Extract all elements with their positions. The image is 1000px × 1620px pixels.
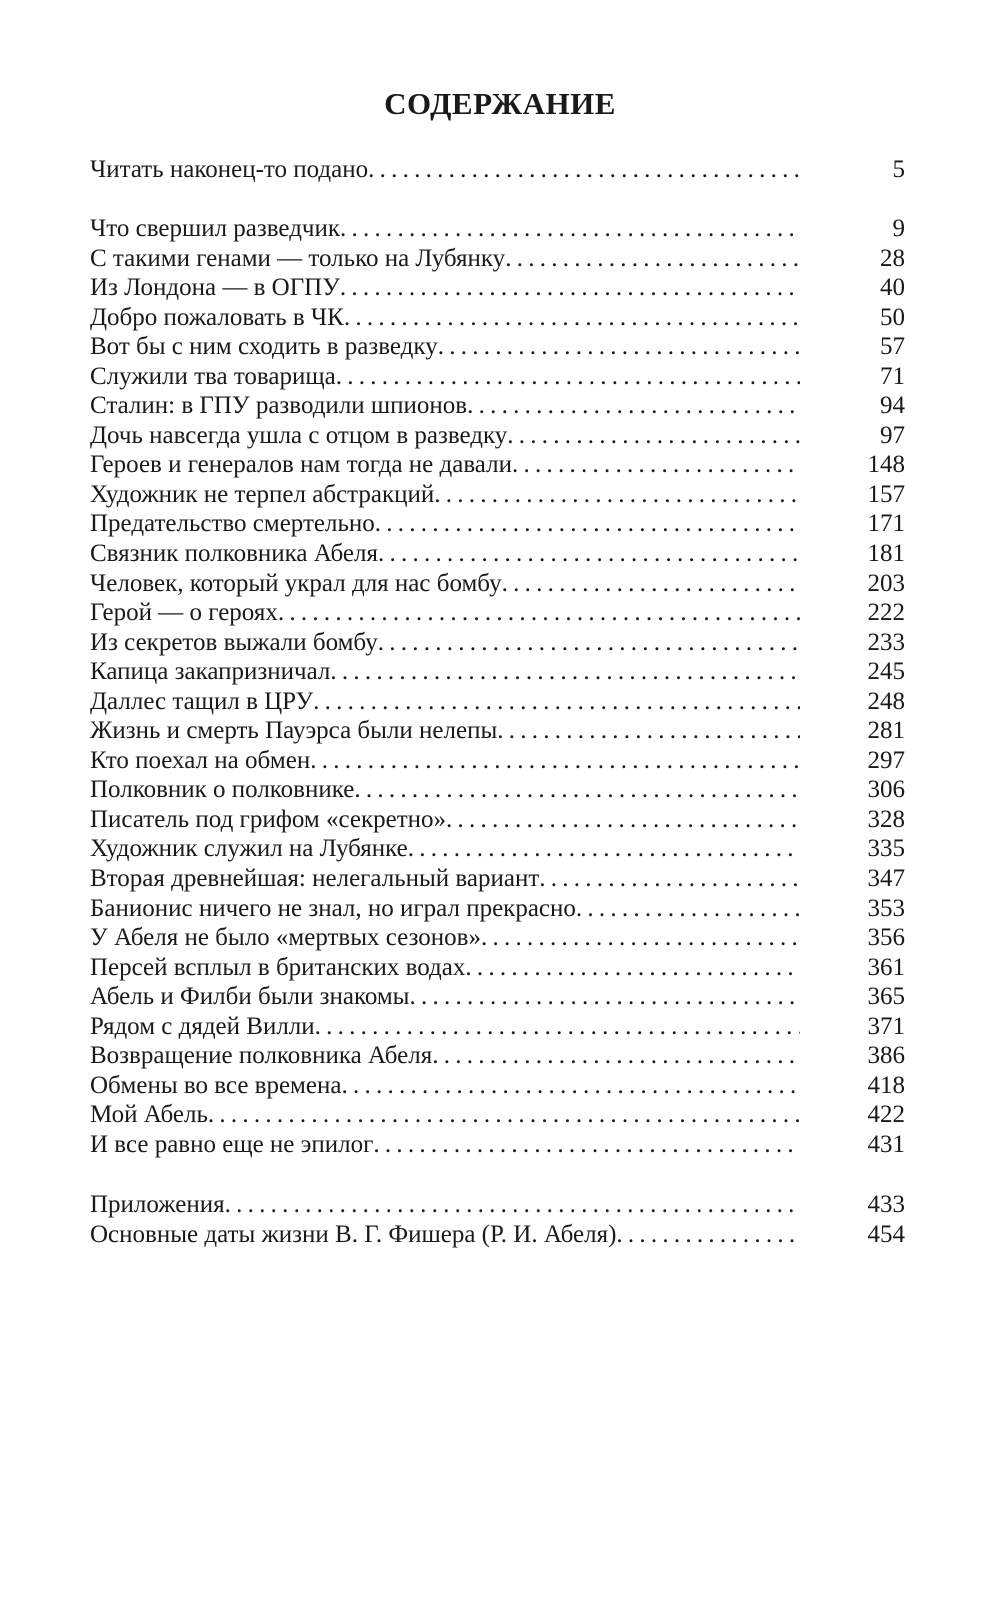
toc-entry-page: 181 [867,540,905,568]
toc-entry[interactable] [90,1220,905,1250]
toc-entry-title: Добро пожаловать в ЧК [90,303,344,331]
toc-entry[interactable] [90,628,905,658]
dot-leader [502,569,800,599]
toc-entry-page: 361 [867,953,905,981]
toc-entry-page: 248 [867,687,905,715]
toc-entry-title-wrap [90,982,800,1012]
toc-chapters [90,214,905,1160]
dot-leader [315,1012,800,1042]
toc-entry[interactable] [90,332,905,362]
dot-leader [344,303,800,333]
toc-entry-page: 171 [867,510,905,538]
toc-entry-page: 431 [867,1130,905,1158]
toc-entry-page: 353 [867,894,905,922]
toc-entry-title: Художник не терпел абстракций [90,480,435,508]
dot-leader [409,982,800,1012]
toc-entry-title: Служили тва товарища [90,362,336,390]
dot-leader [341,1071,800,1101]
toc-entry-title: Приложения [90,1191,225,1218]
toc-entry[interactable] [90,982,905,1012]
toc-entry-page: 50 [880,303,905,331]
toc-entry[interactable] [90,775,905,805]
toc-entry-page: 365 [867,983,905,1011]
toc-entry-title-wrap [90,716,800,746]
dot-leader [432,1041,800,1071]
toc-entry[interactable] [90,1012,905,1042]
toc-entry-title: Дочь навсегда ушла с отцом в разведку [90,421,508,449]
toc-entry-title: У Абеля не было «мертвых сезонов» [90,924,481,952]
toc-entry[interactable] [90,155,905,185]
toc-entry-title: Персей всплыл в британских водах [90,953,466,981]
toc-entry-page: 97 [880,421,905,449]
toc-entry-page: 335 [867,835,905,863]
toc-entry-title: Художник служил на Лубянке [90,835,408,863]
dot-leader [539,864,800,894]
toc-entry-title: Рядом с дядей Вилли [90,1012,315,1040]
toc-entry[interactable] [90,1190,905,1220]
toc-entry-title: Из Лондона — в ОГПУ [90,274,340,302]
toc-entry-title-wrap [90,657,800,687]
toc-entry-title: Абель и Филби были знакомы [90,983,410,1011]
toc-entry-page: 306 [867,776,905,804]
toc-entry-title: Основные даты жизни В. Г. Фишера (Р. И. Абеля) [90,1220,617,1248]
toc-entry-title: Вот бы с ним сходить в разведку [90,333,438,361]
toc-entry-title-wrap [90,421,800,451]
toc-entry-title-wrap [90,1012,800,1042]
toc-entry-title: С такими генами — только на Лубянку [90,244,506,272]
toc-entry[interactable] [90,1100,905,1130]
toc-entry[interactable] [90,864,905,894]
dot-leader [373,1130,800,1160]
toc-entry-title-wrap [90,303,800,333]
toc-entry-page: 71 [880,362,905,390]
toc-entry[interactable] [90,509,905,539]
dot-leader [465,953,800,983]
toc-entry-title-wrap [90,1190,800,1220]
toc-entry-page: 454 [867,1220,905,1248]
dot-leader [438,332,800,362]
dot-leader [313,687,800,717]
toc-entry-title-wrap [90,894,800,924]
toc-entry-title: Обмены во все времена [90,1071,342,1099]
toc-entry-title-wrap [90,539,800,569]
dot-leader [505,244,800,274]
toc-entry[interactable] [90,569,905,599]
toc-entry[interactable] [90,805,905,835]
toc-entry-page: 422 [867,1101,905,1129]
toc-entry-title: И все равно еще не эпилог [90,1130,374,1158]
toc-entry-title-wrap [90,775,800,805]
toc-entry-title: Читать наконец-то подано [90,156,369,183]
toc-entry-page: 386 [867,1042,905,1070]
toc-entry[interactable] [90,1071,905,1101]
toc-entry-page: 297 [867,746,905,774]
toc-entry-title-wrap [90,834,800,864]
dot-leader [576,894,800,924]
toc-entry-page: 94 [880,392,905,420]
toc-entry-title: Кто поехал на обмен [90,746,311,774]
toc-entry-title: Связник полковника Абеля [90,540,379,568]
toc-entry-title: Герой — о героях [90,599,278,627]
dot-leader [375,509,800,539]
toc-entry[interactable] [90,421,905,451]
toc-entry-page: 245 [867,658,905,686]
toc-entry[interactable] [90,539,905,569]
toc-entry-title-wrap [90,1100,800,1130]
toc-entry[interactable] [90,598,905,628]
toc-entry-title-wrap [90,509,800,539]
dot-leader [616,1220,800,1250]
toc-entry-title-wrap [90,391,800,421]
toc-entry-title-wrap [90,332,800,362]
toc-entry[interactable] [90,214,905,244]
toc-entry-title: Сталин: в ГПУ разводили шпионов [90,392,468,420]
toc-entry-title-wrap [90,598,800,628]
toc-entry-page: 418 [867,1071,905,1099]
toc-entry-title-wrap [90,362,800,392]
dot-leader [336,362,800,392]
toc-entry-page: 157 [867,480,905,508]
toc-entry-title-wrap [90,1130,800,1160]
toc-entry-title: Банионис ничего не знал, но играл прекрасно [90,894,576,922]
page-title: СОДЕРЖАНИЕ [384,86,616,121]
toc-entry-page: 57 [880,333,905,361]
dot-leader [497,716,800,746]
toc-entry-title: Вторая древнейшая: нелегальный вариант [90,865,540,893]
toc-entry-title-wrap [90,155,800,185]
toc-entry-title-wrap [90,953,800,983]
toc-entry[interactable] [90,953,905,983]
dot-leader [310,746,800,776]
toc-entry[interactable] [90,1041,905,1071]
toc-entry-title-wrap [90,687,800,717]
dot-leader [378,539,800,569]
toc-entry-page: 9 [892,215,905,242]
dot-leader [208,1100,800,1130]
toc-entry-title-wrap [90,214,800,244]
toc-entry-page: 433 [867,1191,905,1218]
toc-entry-title-wrap [90,244,800,274]
dot-leader [512,450,800,480]
dot-leader [225,1190,800,1220]
toc-entry-title-wrap [90,923,800,953]
toc-entry-title: Мой Абель [90,1101,208,1129]
toc-entry-title-wrap [90,450,800,480]
toc-entry-title: Полковник о полковнике [90,776,355,804]
toc-entry[interactable] [90,716,905,746]
toc-entry-title: Возвращение полковника Абеля [90,1042,433,1070]
toc-entry-page: 28 [880,244,905,272]
toc-entry-page: 328 [867,805,905,833]
dot-leader [467,391,800,421]
toc-entry[interactable] [90,923,905,953]
toc-appendix [90,1190,905,1249]
toc-entry-title-wrap [90,1071,800,1101]
toc-entry-title: Писатель под грифом «секретно» [90,805,447,833]
toc-entry-page: 347 [867,865,905,893]
dot-leader [354,775,800,805]
dot-leader [368,155,800,185]
dot-leader [340,214,800,244]
toc-entry-page: 222 [867,599,905,627]
dot-leader [340,273,800,303]
toc-entry-title-wrap [90,1220,800,1250]
dot-leader [446,805,800,835]
toc-entry-page: 203 [867,569,905,597]
toc-entry-title-wrap [90,628,800,658]
toc-entry[interactable] [90,894,905,924]
toc-entry[interactable] [90,303,905,333]
toc-entry[interactable] [90,244,905,274]
toc-entry-title: Даллес тащил в ЦРУ [90,687,314,715]
toc-entry-page: 5 [892,156,905,183]
toc-entry-page: 233 [867,628,905,656]
toc-entry[interactable] [90,450,905,480]
toc-entry-title-wrap [90,805,800,835]
toc-entry-page: 148 [867,451,905,479]
toc-entry-page: 371 [867,1012,905,1040]
toc-entry-title: Из секретов выжали бомбу [90,628,378,656]
toc-entry[interactable] [90,480,905,510]
toc-entry-title: Героев и генералов нам тогда не давали [90,451,512,479]
dot-leader [507,421,800,451]
toc-entry-page: 40 [880,274,905,302]
toc-entry-title-wrap [90,480,800,510]
toc-entry-title: Жизнь и смерть Пауэрса были нелепы [90,717,498,745]
dot-leader [408,834,800,864]
dot-leader [434,480,800,510]
toc-entry-title: Что свершил разведчик [90,215,341,242]
toc-entry-title: Человек, который украл для нас бомбу [90,569,502,597]
toc-entry-title-wrap [90,569,800,599]
toc-entry-page: 356 [867,924,905,952]
toc-intro [90,155,905,185]
toc-entry-title-wrap [90,1041,800,1071]
dot-leader [378,628,800,658]
dot-leader [278,598,800,628]
toc-entry-title-wrap [90,864,800,894]
toc-entry[interactable] [90,746,905,776]
dot-leader [481,923,800,953]
toc-entry-title: Капица закапризничал [90,658,331,686]
toc-entry[interactable] [90,657,905,687]
toc-entry-title: Предательство смертельно [90,510,375,538]
toc-entry[interactable] [90,834,905,864]
toc-entry[interactable] [90,687,905,717]
toc-entry[interactable] [90,1130,905,1160]
toc-entry-title-wrap [90,273,800,303]
toc-entry[interactable] [90,273,905,303]
toc-entry[interactable] [90,391,905,421]
toc-entry-title-wrap [90,746,800,776]
dot-leader [330,657,800,687]
toc-entry-page: 281 [867,717,905,745]
toc-entry[interactable] [90,362,905,392]
